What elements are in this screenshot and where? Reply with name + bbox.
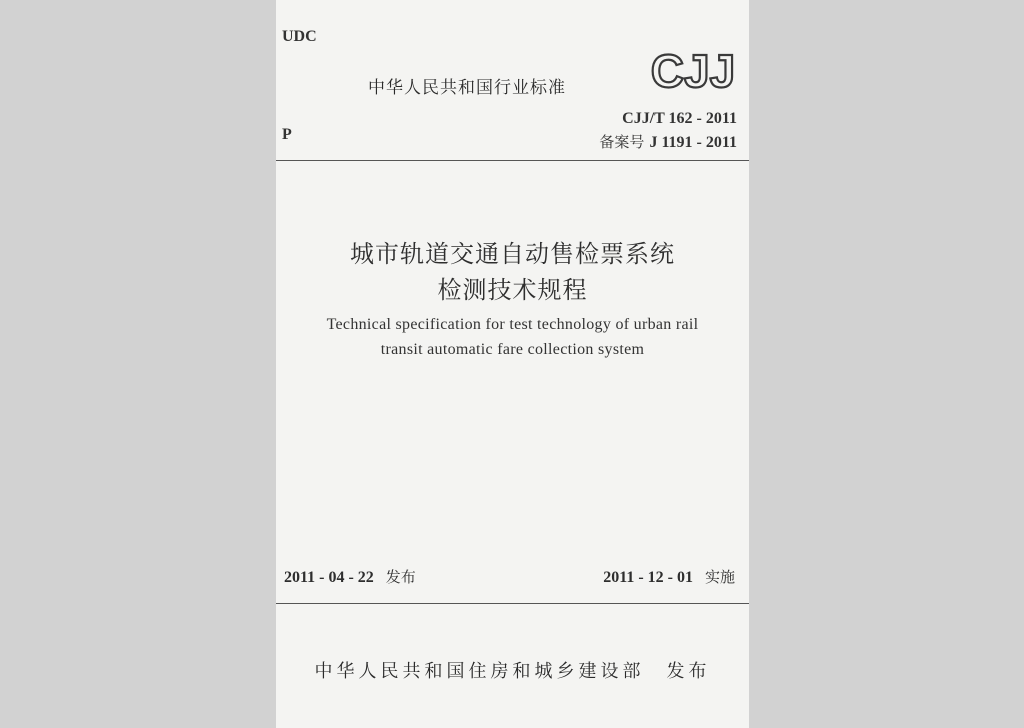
standard-cover-page	[276, 0, 749, 728]
udc-label: UDC	[282, 28, 317, 45]
chinese-title-line-2: 检测技术规程	[437, 276, 588, 304]
issuer-name: 中华人民共和国住房和城乡建设部	[314, 661, 645, 682]
cjj-logo	[646, 44, 740, 94]
chinese-title-line-1: 城市轨道交通自动售检票系统	[350, 240, 675, 268]
english-title-line-2: transit automatic fare collection system	[380, 341, 645, 358]
standard-series-title: 中华人民共和国行业标准	[368, 78, 566, 98]
issue-date: 2011 - 04 - 22	[284, 569, 374, 586]
header-divider	[276, 160, 749, 161]
effective-date-row	[603, 566, 735, 587]
cjj-logo-text: CJJ	[650, 45, 736, 94]
classification-label: P	[282, 126, 292, 143]
record-label: 备案号	[599, 133, 645, 151]
effective-date: 2011 - 12 - 01	[603, 569, 693, 586]
record-number: J 1191 - 2011	[649, 134, 737, 151]
standard-code: CJJ/T 162 - 2011	[622, 110, 737, 127]
issuer-publish-label: 发布	[666, 661, 711, 682]
footer-divider	[276, 603, 749, 604]
issue-label: 发布	[385, 568, 416, 586]
issue-date-row	[284, 566, 416, 587]
record-number-row	[599, 131, 737, 152]
english-title-line-1: Technical specification for test technology of urban rail	[326, 316, 699, 333]
effective-label: 实施	[704, 568, 735, 586]
issuer-row	[276, 657, 749, 683]
